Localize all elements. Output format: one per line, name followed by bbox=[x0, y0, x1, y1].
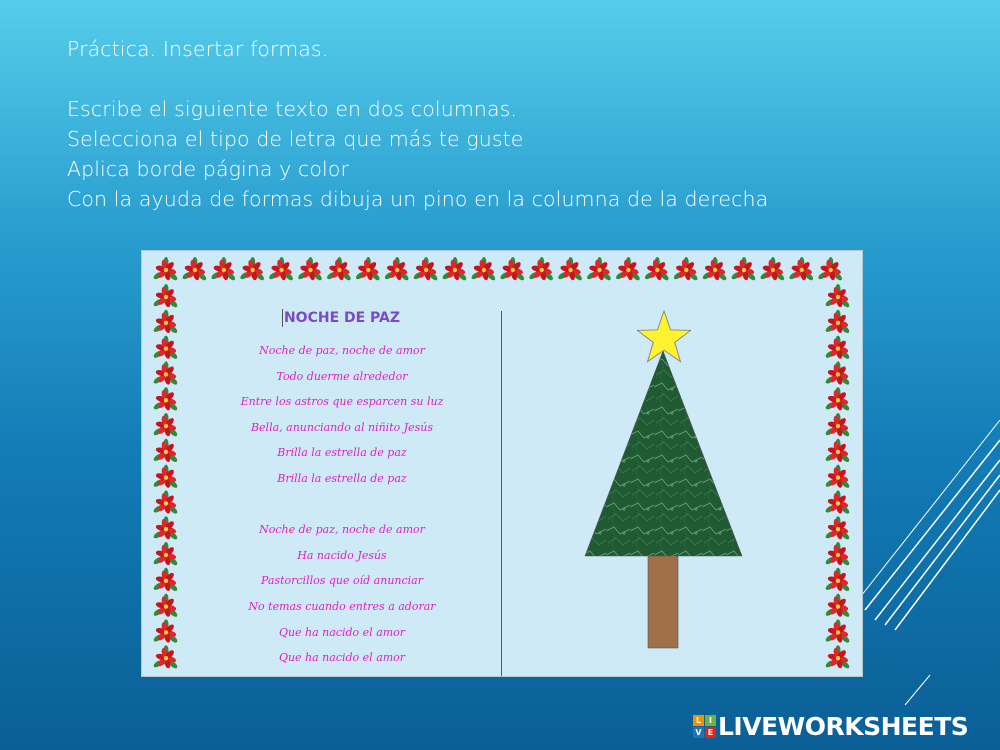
poinsettia-icon bbox=[152, 336, 178, 361]
poem-line: Brilla la estrella de paz bbox=[277, 446, 407, 460]
poinsettia-icon bbox=[824, 542, 850, 567]
liveworksheets-logo bbox=[693, 712, 968, 741]
poinsettia-icon bbox=[152, 310, 178, 335]
decorative-diagonal-lines bbox=[850, 420, 1000, 720]
poinsettia-icon bbox=[152, 542, 178, 567]
poinsettia-icon bbox=[824, 387, 850, 412]
poinsettia-icon bbox=[413, 257, 439, 282]
poinsettia-icon bbox=[824, 361, 850, 386]
poem-title: NOCHE DE PAZ bbox=[283, 310, 401, 326]
poinsettia-icon bbox=[152, 516, 178, 541]
poinsettia-icon bbox=[152, 490, 178, 515]
poinsettia-icon bbox=[759, 257, 785, 282]
poinsettia-icon bbox=[824, 465, 850, 490]
poinsettia-icon bbox=[152, 361, 178, 386]
pine-tree-drawing[interactable] bbox=[582, 309, 752, 654]
poinsettia-icon bbox=[824, 516, 850, 541]
instructions-title: Práctica. Insertar formas. bbox=[67, 37, 329, 61]
poinsettia-icon bbox=[355, 257, 381, 282]
poem-line: Noche de paz, noche de amor bbox=[259, 523, 425, 537]
poem-line: Ha nacido Jesús bbox=[297, 548, 387, 562]
tree-triangle[interactable] bbox=[585, 351, 742, 556]
poinsettia-icon bbox=[152, 413, 178, 438]
instructions bbox=[67, 34, 768, 214]
left-column bbox=[182, 309, 502, 671]
poem-line: Que ha nacido el amor bbox=[278, 651, 406, 665]
instruction-line: Escribe el siguiente texto en dos columnas. bbox=[67, 97, 518, 121]
poinsettia-icon bbox=[441, 257, 467, 282]
poinsettia-icon bbox=[152, 257, 178, 282]
poinsettia-icon bbox=[817, 257, 843, 282]
poinsettia-icon bbox=[152, 619, 178, 644]
poinsettia-icon bbox=[528, 257, 554, 282]
poem-line: Todo duerme alrededor bbox=[276, 369, 408, 383]
poinsettia-icon bbox=[673, 257, 699, 282]
poinsettia-icon bbox=[788, 257, 814, 282]
poinsettia-icon bbox=[384, 257, 410, 282]
poem-line: Noche de paz, noche de amor bbox=[259, 344, 425, 357]
poinsettia-icon bbox=[152, 594, 178, 619]
text-cursor bbox=[282, 309, 283, 327]
poinsettia-icon bbox=[268, 257, 294, 282]
document-page bbox=[141, 250, 863, 677]
poinsettia-icon bbox=[644, 257, 670, 282]
poinsettia-icon bbox=[824, 336, 850, 361]
poinsettia-icon bbox=[730, 257, 756, 282]
poem-line: Pastorcillos que oíd anunciar bbox=[260, 574, 423, 588]
poinsettia-icon bbox=[210, 257, 236, 282]
poinsettia-icon bbox=[824, 284, 850, 309]
poem-line: Que ha nacido el amor bbox=[278, 625, 406, 639]
poem-line: Bella, anunciando al niñito Jesús bbox=[250, 420, 434, 434]
instruction-line: Aplica borde página y color bbox=[67, 157, 350, 181]
instruction-line: Selecciona el tipo de letra que más te guste bbox=[67, 127, 524, 151]
poinsettia-icon bbox=[470, 257, 496, 282]
poinsettia-icon bbox=[824, 413, 850, 438]
poinsettia-icon bbox=[239, 257, 265, 282]
poem-line: Brilla la estrella de paz bbox=[277, 471, 407, 485]
column-divider bbox=[501, 311, 502, 676]
instruction-line: Con la ayuda de formas dibuja un pino en la columna de la derecha bbox=[67, 187, 769, 211]
poinsettia-icon bbox=[586, 257, 612, 282]
poinsettia-icon bbox=[152, 465, 178, 490]
poinsettia-icon bbox=[181, 257, 207, 282]
poinsettia-icon bbox=[326, 257, 352, 282]
poinsettia-icon bbox=[152, 387, 178, 412]
poinsettia-icon bbox=[824, 490, 850, 515]
poinsettia-icon bbox=[152, 568, 178, 593]
poem-line: Entre los astros que esparcen su luz bbox=[240, 395, 444, 409]
poinsettia-icon bbox=[702, 257, 728, 282]
poinsettia-icon bbox=[824, 645, 850, 670]
poinsettia-icon bbox=[824, 619, 850, 644]
poinsettia-icon bbox=[824, 310, 850, 335]
logo-mark: L I V E bbox=[693, 715, 716, 738]
poinsettia-icon bbox=[297, 257, 323, 282]
poinsettia-icon bbox=[824, 568, 850, 593]
logo-text: LIVEWORKSHEETS bbox=[718, 712, 969, 741]
tree-trunk[interactable] bbox=[648, 554, 678, 648]
poinsettia-icon bbox=[557, 257, 583, 282]
poinsettia-icon bbox=[824, 439, 850, 464]
poinsettia-icon bbox=[824, 594, 850, 619]
poinsettia-icon bbox=[499, 257, 525, 282]
poem-line: No temas cuando entres a adorar bbox=[248, 599, 436, 613]
poinsettia-icon bbox=[152, 439, 178, 464]
poinsettia-icon bbox=[152, 645, 178, 670]
poinsettia-icon bbox=[152, 284, 178, 309]
poinsettia-icon bbox=[615, 257, 641, 282]
